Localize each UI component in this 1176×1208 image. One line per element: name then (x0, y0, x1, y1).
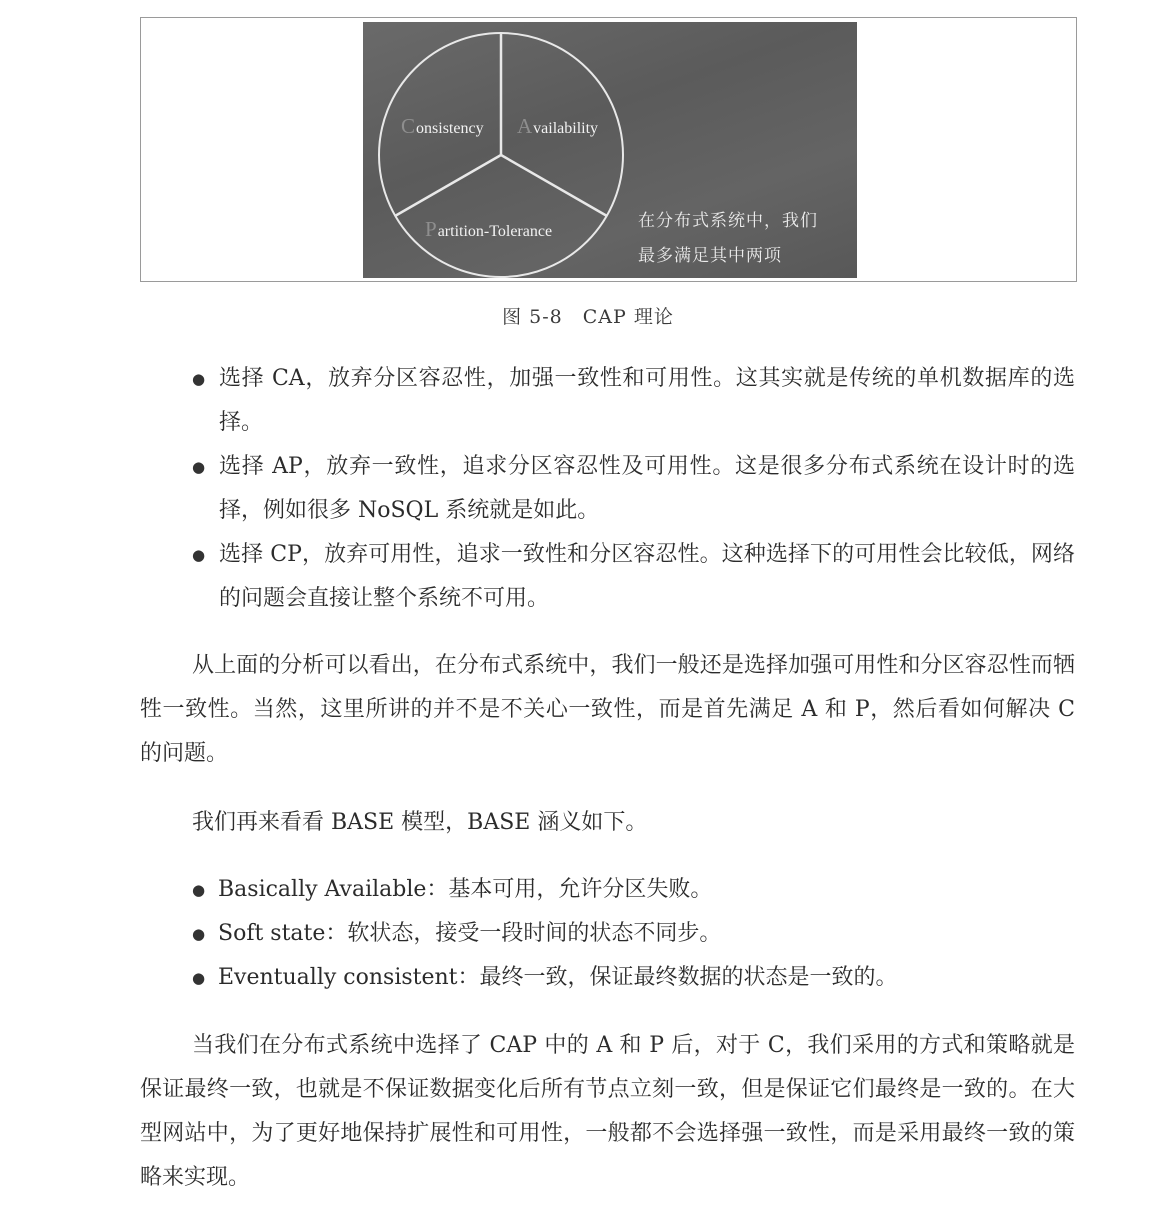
figure-note-line-2: 最多满足其中两项 (638, 246, 782, 266)
base-items-list (140, 868, 1075, 1000)
cap-choice-ap: ● 选择 AP，放弃一致性，追求分区容忍性及可用性。这是很多分布式系统在设计时的选择，例如很多 NoSQL 系统就是如此。 (140, 445, 1075, 533)
conclusion-paragraph: 当我们在分布式系统中选择了 CAP 中的 A 和 P 后，对于 C，我们采用的方式和策略就是保证最终一致，也就是不保证数据变化后所有节点立刻一致，但是保证它们最终是一致的。在大型网站中，为了更好地保持扩展性和可用性，一般都不会选择强一致性，而是采用最终一致的策略来实现。 (140, 1033, 1075, 1190)
base-item-basically-available: ● Basically Available：基本可用，允许分区失败。 (140, 868, 1075, 912)
analysis-paragraph: 从上面的分析可以看出，在分布式系统中，我们一般还是选择加强可用性和分区容忍性而牺牲一致性。当然，这里所讲的并不是不关心一致性，而是首先满足 A 和 P，然后看如何解决 C 的问题。 (140, 653, 1075, 766)
cap-choices-section (140, 357, 1075, 621)
figure-note-line-1: 在分布式系统中，我们 (638, 211, 818, 231)
cap-diagram (363, 22, 857, 278)
base-items-section (140, 868, 1075, 1000)
base-item-soft-state: ● Soft state：软状态，接受一段时间的状态不同步。 (140, 912, 1075, 956)
figure-note (638, 204, 818, 274)
cap-choice-cp: ● 选择 CP，放弃可用性，追求一致性和分区容忍性。这种选择下的可用性会比较低，网络的问题会直接让整个系统不可用。 (140, 533, 1075, 621)
cap-choices-list (140, 357, 1075, 621)
cap-choice-ca: ● 选择 CA，放弃分区容忍性，加强一致性和可用性。这其实就是传统的单机数据库的选择。 (140, 357, 1075, 445)
figure-frame (140, 17, 1077, 282)
conclusion-paragraph-section (140, 1024, 1075, 1200)
base-item-eventually-consistent: ● Eventually consistent：最终一致，保证最终数据的状态是一致的。 (140, 956, 1075, 1000)
divider-left (395, 155, 501, 216)
base-intro-paragraph: 我们再来看看 BASE 模型，BASE 涵义如下。 (192, 810, 648, 835)
figure-caption: 图 5-8 CAP 理论 (502, 306, 674, 328)
consistency-label: Consistency (401, 114, 484, 138)
analysis-paragraph-section (140, 644, 1075, 776)
availability-label: Availability (517, 114, 599, 138)
partition-tolerance-label: Partition-Tolerance (425, 217, 553, 241)
base-intro-section (140, 801, 1075, 845)
divider-right (501, 155, 607, 216)
